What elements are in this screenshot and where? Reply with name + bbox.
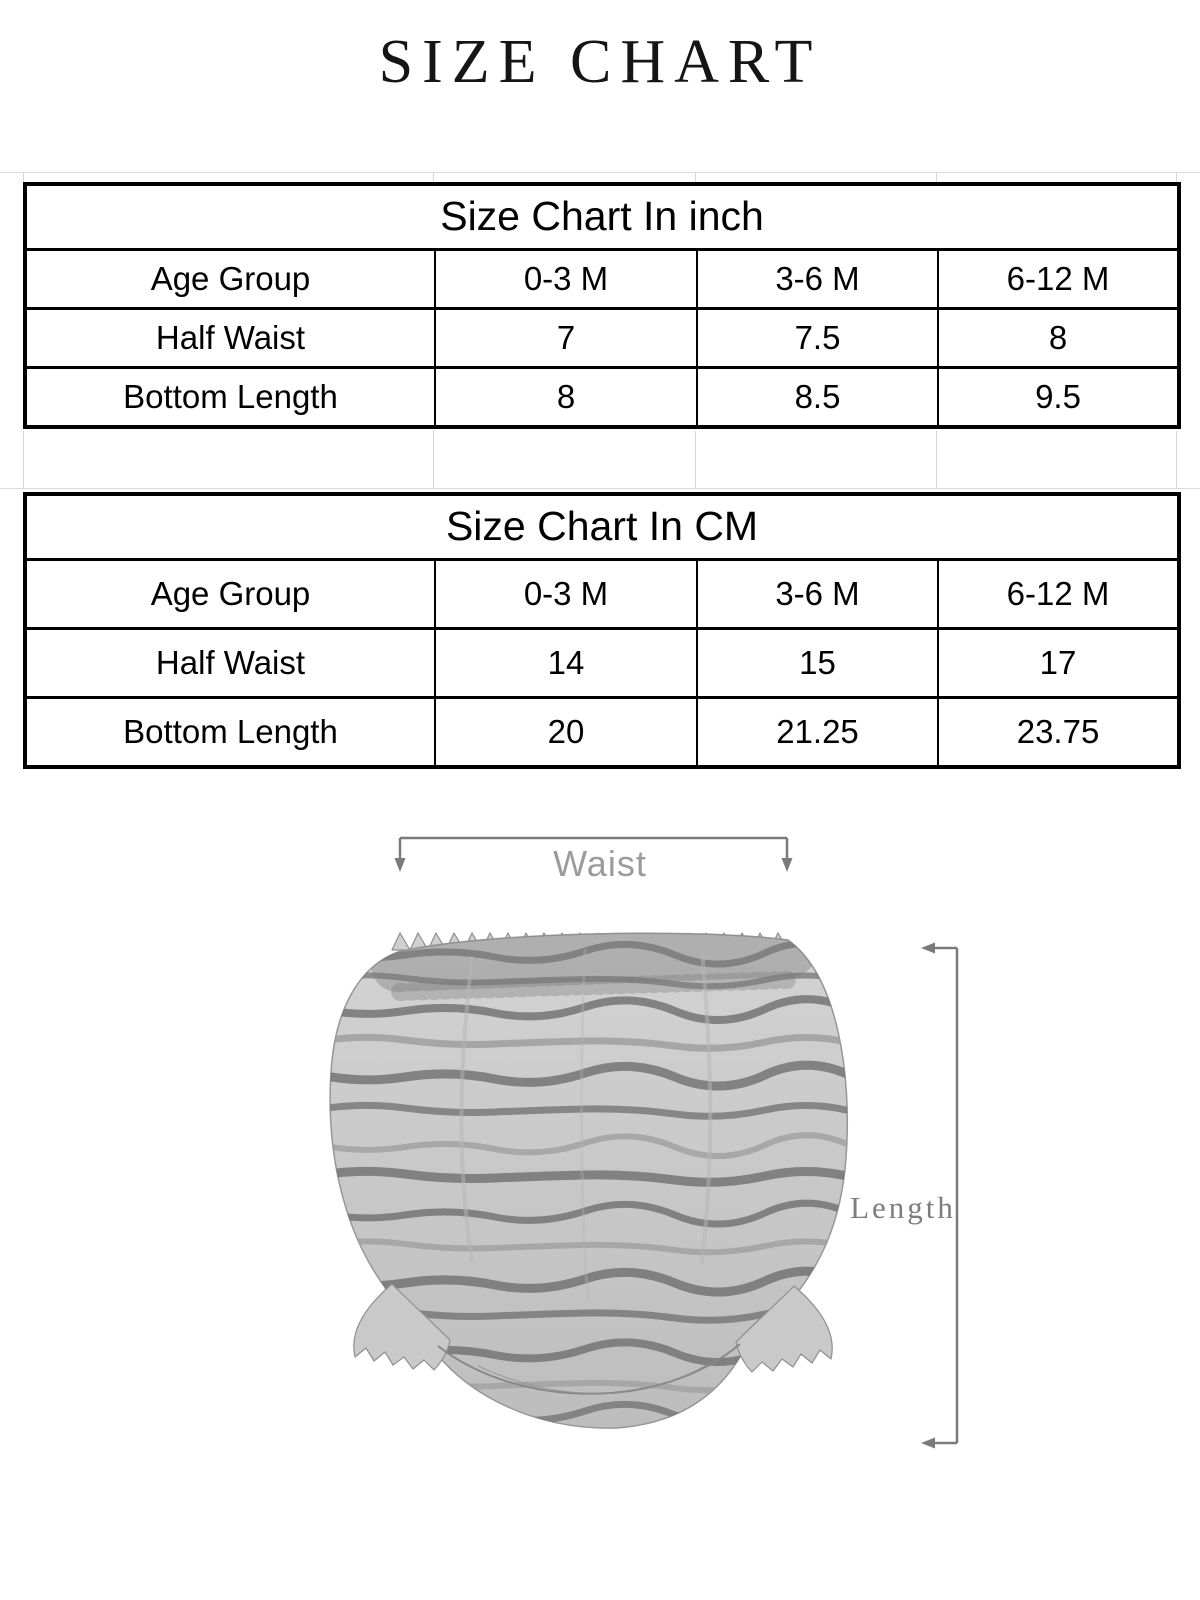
cell-value: 0-3 M bbox=[435, 250, 697, 309]
cell-value: 14 bbox=[435, 629, 697, 698]
row-label: Bottom Length bbox=[25, 698, 435, 768]
row-label: Age Group bbox=[25, 250, 435, 309]
length-label: Length bbox=[850, 1190, 956, 1225]
cell-value: 8.5 bbox=[697, 368, 938, 428]
table-title: Size Chart In CM bbox=[25, 494, 1179, 560]
gridline bbox=[433, 431, 434, 488]
row-label: Age Group bbox=[25, 560, 435, 629]
size-chart-cm-table bbox=[23, 492, 1181, 769]
gridline bbox=[0, 172, 1200, 173]
cell-value: 6-12 M bbox=[938, 250, 1179, 309]
cell-value: 23.75 bbox=[938, 698, 1179, 768]
gridline bbox=[1176, 172, 1177, 182]
gridline bbox=[936, 172, 937, 182]
gridline bbox=[695, 431, 696, 488]
cell-value: 0-3 M bbox=[435, 560, 697, 629]
gridline bbox=[23, 172, 24, 182]
cell-value: 21.25 bbox=[697, 698, 938, 768]
waist-label: Waist bbox=[553, 843, 647, 884]
gridline bbox=[1176, 431, 1177, 488]
gridline bbox=[936, 431, 937, 488]
gridline bbox=[0, 488, 1200, 489]
table-title: Size Chart In inch bbox=[25, 184, 1179, 250]
cell-value: 8 bbox=[435, 368, 697, 428]
arrow-left-icon bbox=[921, 1438, 935, 1449]
cell-value: 3-6 M bbox=[697, 560, 938, 629]
bloomer-illustration bbox=[0, 810, 1200, 1500]
cell-value: 9.5 bbox=[938, 368, 1179, 428]
cell-value: 7 bbox=[435, 309, 697, 368]
arrow-down-icon bbox=[782, 858, 793, 872]
gridline bbox=[433, 172, 434, 182]
page-title: SIZE CHART bbox=[378, 28, 822, 96]
cell-value: 20 bbox=[435, 698, 697, 768]
row-label: Half Waist bbox=[25, 309, 435, 368]
cell-value: 8 bbox=[938, 309, 1179, 368]
cell-value: 6-12 M bbox=[938, 560, 1179, 629]
cell-value: 15 bbox=[697, 629, 938, 698]
cell-value: 7.5 bbox=[697, 309, 938, 368]
cell-value: 3-6 M bbox=[697, 250, 938, 309]
arrow-down-icon bbox=[395, 858, 406, 872]
row-label: Half Waist bbox=[25, 629, 435, 698]
arrow-left-icon bbox=[921, 943, 935, 954]
gridline bbox=[695, 172, 696, 182]
row-label: Bottom Length bbox=[25, 368, 435, 428]
gridline bbox=[23, 431, 24, 488]
size-chart-inch-table bbox=[23, 182, 1181, 429]
cell-value: 17 bbox=[938, 629, 1179, 698]
